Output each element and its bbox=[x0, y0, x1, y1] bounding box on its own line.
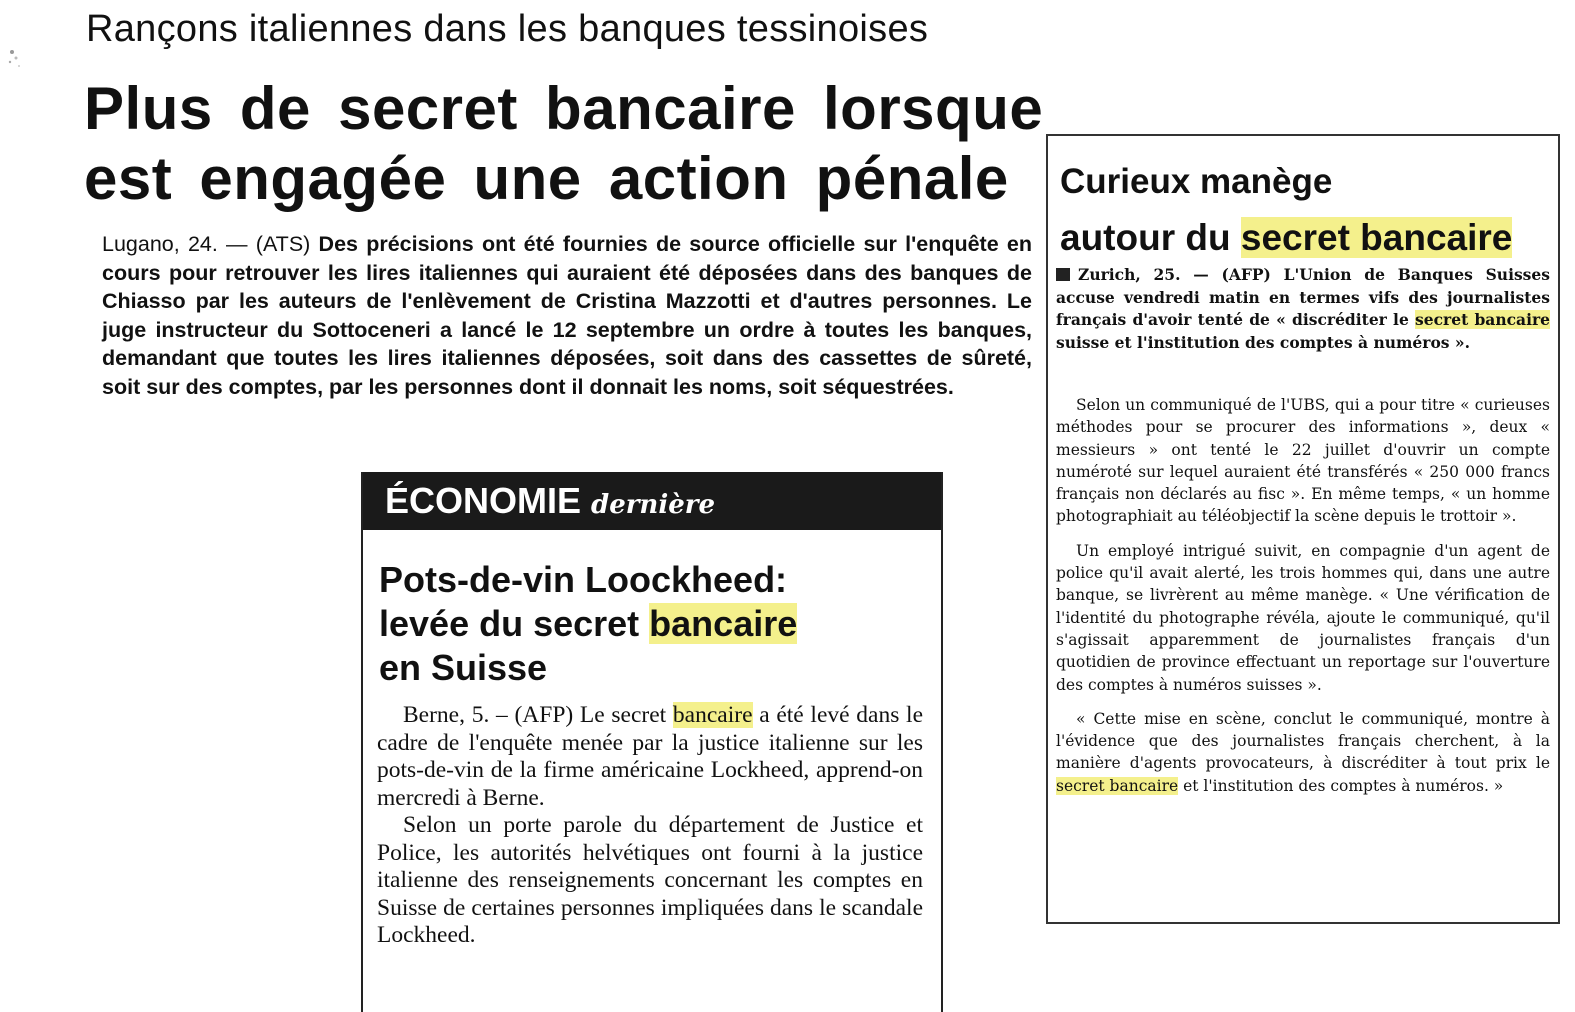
economie-article-body bbox=[377, 702, 923, 950]
dateline: Lugano, 24. — (ATS) bbox=[102, 232, 319, 256]
paragraph bbox=[1056, 708, 1550, 797]
headline-line-1: Plus de secret bancaire lorsque bbox=[84, 75, 1044, 142]
paragraph-text: « Cette mise en scène, conclut le communiqué, montre à l'évidence que des journalistes français cherchent, à la manière d'agents provocateurs, à discréditer à tout prix le bbox=[1056, 709, 1550, 773]
economie-headline-line-3: en Suisse bbox=[379, 647, 548, 688]
paragraph bbox=[377, 702, 923, 812]
main-headline bbox=[84, 74, 1064, 214]
paragraph-text: et l'institution des comptes à numéros. » bbox=[1178, 776, 1504, 795]
highlighted-term: secret bancaire bbox=[1240, 217, 1513, 258]
zurich-headline-line-2 bbox=[1060, 210, 1556, 266]
economie-headline bbox=[379, 558, 939, 690]
lugano-article-body bbox=[102, 230, 1032, 401]
headline-line-2: est engagée une action pénale bbox=[84, 145, 1009, 212]
paragraph-text: a été levé dans le cadre de l'enquête menée par la justice italienne sur les pots-de-vin de la firme américaine Lockheed, apprend-on mercredi à Berne. bbox=[377, 702, 924, 811]
economie-banner bbox=[363, 472, 941, 530]
highlighted-term: secret bancaire bbox=[1415, 310, 1550, 329]
headline-text: autour du bbox=[1060, 217, 1241, 258]
highlighted-term: bancaire bbox=[672, 702, 753, 728]
zurich-article-box bbox=[1046, 134, 1560, 924]
zurich-lead bbox=[1056, 264, 1550, 354]
economie-headline-line-1: Pots-de-vin Loockheed: bbox=[379, 559, 788, 600]
economie-headline-line-2 bbox=[379, 602, 939, 646]
paper-speck-mark bbox=[4, 46, 26, 72]
lead-text: Zurich, 25. — (AFP) L'Union de Banques Suisses accuse vendredi matin en termes vifs des journalistes français d'avoir tenté de « discréditer le bbox=[1056, 265, 1550, 329]
paragraph: Selon un porte parole du département de Justice et Police, les autorités helvétiques ont fourni à la justice italienne des renseignements concernant les comptes en Suisse de certaines personnes impliquées dans le scandale Lockheed. bbox=[377, 812, 923, 948]
article-kicker: Rançons italiennes dans les banques tessinoises bbox=[86, 8, 929, 50]
paragraph-text: Berne, 5. – (AFP) Le secret bbox=[403, 702, 673, 728]
highlighted-term: bancaire bbox=[649, 603, 798, 644]
section-title: ÉCONOMIE bbox=[385, 480, 582, 521]
lead-text: suisse et l'institution des comptes à numéros ». bbox=[1056, 332, 1470, 352]
article-text: Des précisions ont été fournies de source officielle sur l'enquête en cours pour retrouver les lires italiennes qui auraient été déposées dans des banques de Chiasso par les auteurs de l'enlèvement de Cristina Mazzotti et d'autres personnes. Le juge instructeur du Sottoceneri a lancé le 12 septembre un ordre à toutes les banques, demandant que toutes les lires italiennes déposées, soit dans des cassettes de sûreté, soit sur des comptes, par les personnes dont il donnait les noms, soit séquestrées. bbox=[102, 232, 1032, 399]
zurich-article-body bbox=[1056, 394, 1550, 809]
square-bullet-icon bbox=[1056, 268, 1070, 281]
paragraph: Un employé intrigué suivit, en compagnie d'un agent de police qu'il avait alerté, les trois hommes qui, dans une autre banque, se livrèrent au même manège. « Une vérification de l'identité du photographe révéla, ajoute le communiqué, qu'il s'agissait apparemment de journalistes français d'un quotidien de province effectuant un reportage sur l'ouverture des comptes à numéros suisses ». bbox=[1056, 541, 1550, 694]
zurich-headline-line-1: Curieux manège bbox=[1060, 162, 1333, 201]
highlighted-term: secret bancaire bbox=[1056, 776, 1179, 795]
zurich-headline bbox=[1060, 154, 1556, 266]
paragraph: Selon un communiqué de l'UBS, qui a pour titre « curieuses méthodes pour se procurer des informations », deux « messieurs » ont tenté le 22 juillet d'ouvrir un compte numéroté sur lequel auraient été transférés « 250 000 francs français non déclarés au fisc ». En même temps, « un homme photographiait au téléobjectif la scène depuis le trottoir ». bbox=[1056, 396, 1550, 526]
section-subtitle: dernière bbox=[591, 490, 715, 520]
headline-text: levée du secret bbox=[379, 603, 650, 644]
